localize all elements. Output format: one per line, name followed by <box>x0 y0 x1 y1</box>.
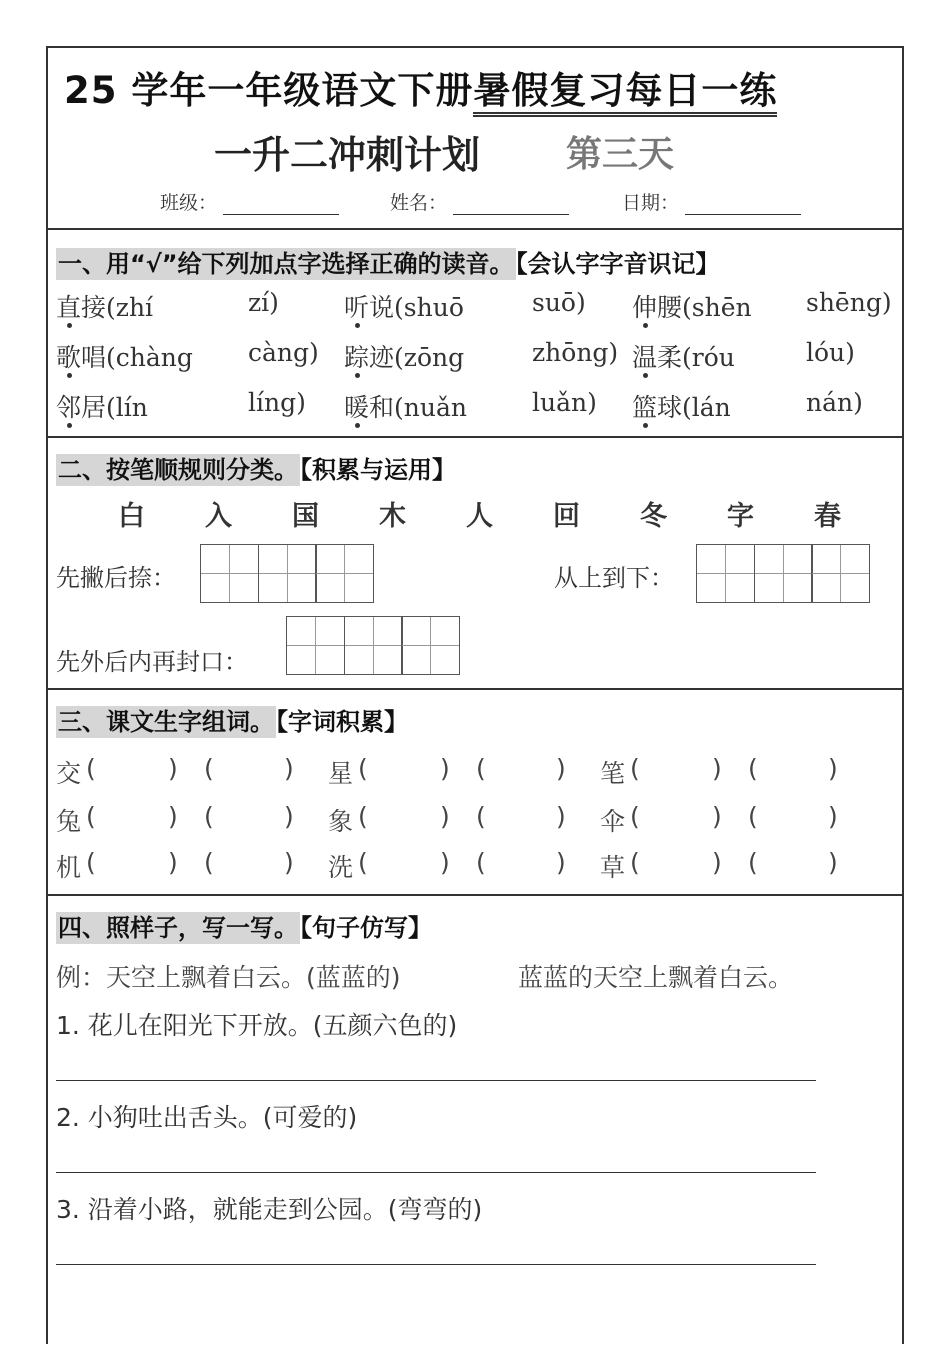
writing-cell[interactable] <box>200 544 259 603</box>
worksheet-header <box>48 48 902 228</box>
section3-tag: 【字词积累】 <box>276 708 408 736</box>
pinyin-option-1[interactable]: (chàng <box>106 343 193 372</box>
word-blank-open-2[interactable]: ( <box>476 802 486 831</box>
word-blank-open-1[interactable]: ( <box>630 754 640 783</box>
dotted-char: 听 <box>344 293 370 322</box>
base-char: 伞 <box>600 807 626 836</box>
section-pronunciation <box>48 228 902 438</box>
pinyin-option-1[interactable]: (lán <box>682 393 731 422</box>
word-blank-open-2[interactable]: ( <box>204 754 214 783</box>
question-3: 3. 沿着小路，就能走到公园。(弯弯的) <box>56 1195 483 1224</box>
pinyin-option-1[interactable]: (róu <box>682 343 735 372</box>
word-blank-close-2[interactable]: ) <box>828 754 838 783</box>
date-field[interactable]: 日期： <box>622 188 801 215</box>
dotted-char: 伸 <box>632 293 658 322</box>
word-blank-close-1[interactable]: ) <box>168 848 178 877</box>
writing-cell[interactable] <box>344 616 403 675</box>
word-blank-close-1[interactable]: ) <box>712 802 722 831</box>
base-char: 象 <box>328 807 354 836</box>
word-blank-open-1[interactable]: ( <box>86 754 96 783</box>
base-char: 交 <box>56 759 82 788</box>
title-plain: 25 学年一年级语文下册 <box>64 69 474 112</box>
pinyin-option-1[interactable]: (shuō <box>394 293 464 322</box>
title-underlined: 暑假复习每日一练 <box>473 69 777 117</box>
base-char: 洗 <box>328 853 354 882</box>
word-blank-close-2[interactable]: ) <box>828 848 838 877</box>
answer-line-2[interactable] <box>56 1172 816 1173</box>
base-char: 兔 <box>56 807 82 836</box>
word-blank-open-1[interactable]: ( <box>358 754 368 783</box>
dotted-char: 直 <box>56 293 82 322</box>
stroke-char: 冬 <box>640 501 667 532</box>
page-title <box>64 60 777 114</box>
dotted-char: 篮 <box>632 393 658 422</box>
word-blank-open-2[interactable]: ( <box>476 848 486 877</box>
example-sentence: 例：天空上飘着白云。(蓝蓝的) <box>56 963 401 992</box>
question-1: 1. 花儿在阳光下开放。(五颜六色的) <box>56 1011 458 1040</box>
stroke-char: 国 <box>292 501 319 532</box>
writing-cell[interactable] <box>315 544 374 603</box>
section2-title: 二、按笔顺规则分类。【积累与运用】 <box>58 456 456 484</box>
stroke-char: 春 <box>814 501 841 532</box>
word-blank-open-2[interactable]: ( <box>204 802 214 831</box>
pinyin-option-2[interactable]: lóu) <box>806 338 855 367</box>
dotted-char: 温 <box>632 343 658 372</box>
name-field[interactable]: 姓名： <box>390 188 569 215</box>
dotted-char: 歌 <box>56 343 82 372</box>
stroke-char: 入 <box>205 501 232 532</box>
grid-outside-inside[interactable] <box>286 616 460 675</box>
word-blank-close-2[interactable]: ) <box>556 754 566 783</box>
example-answer: 蓝蓝的天空上飘着白云。 <box>518 963 794 992</box>
pronunciation-item <box>344 338 464 374</box>
word-rest: 球 <box>657 393 683 422</box>
pinyin-option-2[interactable]: zí) <box>248 288 279 317</box>
worksheet <box>46 46 904 1344</box>
word-rest: 腰 <box>657 293 683 322</box>
word-blank-open-1[interactable]: ( <box>86 802 96 831</box>
word-blank-close-1[interactable]: ) <box>440 754 450 783</box>
stroke-char: 字 <box>727 501 754 532</box>
writing-cell[interactable] <box>286 616 345 675</box>
pronunciation-item <box>632 288 752 324</box>
word-blank-close-2[interactable]: ) <box>284 754 294 783</box>
word-blank-open-2[interactable]: ( <box>748 802 758 831</box>
dotted-char: 暖 <box>344 393 370 422</box>
label-outside-inside: 先外后内再封口： <box>56 648 248 676</box>
label-pie-na: 先撇后捺： <box>56 564 176 592</box>
word-rest: 说 <box>369 293 395 322</box>
stroke-char: 白 <box>118 501 145 532</box>
word-blank-close-2[interactable]: ) <box>828 802 838 831</box>
word-blank-open-2[interactable]: ( <box>476 754 486 783</box>
word-blank-open-1[interactable]: ( <box>358 802 368 831</box>
section4-tag: 【句子仿写】 <box>300 914 432 942</box>
writing-cell[interactable] <box>258 544 317 603</box>
word-blank-close-1[interactable]: ) <box>440 848 450 877</box>
pinyin-option-1[interactable]: (lín <box>106 393 148 422</box>
word-blank-close-1[interactable]: ) <box>712 754 722 783</box>
word-blank-close-1[interactable]: ) <box>712 848 722 877</box>
word-blank-open-1[interactable]: ( <box>86 848 96 877</box>
writing-cell[interactable] <box>696 544 755 603</box>
dotted-char: 邻 <box>56 393 82 422</box>
name-blank[interactable] <box>453 196 569 215</box>
word-blank-close-2[interactable]: ) <box>284 848 294 877</box>
section4-title: 四、照样子，写一写。【句子仿写】 <box>58 914 432 942</box>
pronunciation-item <box>632 388 731 424</box>
pinyin-option-2[interactable]: zhōng) <box>532 338 619 367</box>
section-word-building <box>48 688 902 896</box>
word-blank-open-2[interactable]: ( <box>204 848 214 877</box>
section-sentence-imitation <box>48 894 902 1348</box>
writing-cell[interactable] <box>401 616 460 675</box>
word-blank-close-1[interactable]: ) <box>168 802 178 831</box>
pronunciation-item <box>56 338 193 374</box>
answer-line-3[interactable] <box>56 1264 816 1265</box>
section-stroke-order <box>48 436 902 690</box>
base-char: 星 <box>328 759 354 788</box>
section1-title: 一、用“√”给下列加点字选择正确的读音。【会认字字音识记】 <box>58 250 720 278</box>
word-rest: 柔 <box>657 343 683 372</box>
word-blank-close-2[interactable]: ) <box>556 802 566 831</box>
base-char: 草 <box>600 853 626 882</box>
grid-pie-na[interactable] <box>200 544 374 603</box>
question-2: 2. 小狗吐出舌头。(可爱的) <box>56 1103 358 1132</box>
pronunciation-item <box>56 288 153 324</box>
word-blank-close-2[interactable]: ) <box>556 848 566 877</box>
pinyin-option-2[interactable]: càng) <box>248 338 319 367</box>
writing-cell[interactable] <box>754 544 813 603</box>
section2-tag: 【积累与运用】 <box>300 456 456 484</box>
word-blank-open-1[interactable]: ( <box>358 848 368 877</box>
word-rest: 迹 <box>369 343 395 372</box>
grid-top-bottom[interactable] <box>696 544 870 603</box>
stroke-char: 人 <box>466 501 493 532</box>
pinyin-option-2[interactable]: luǎn) <box>532 388 597 417</box>
pinyin-option-1[interactable]: (zōng <box>394 343 465 372</box>
pronunciation-item <box>56 388 148 424</box>
pronunciation-item <box>632 338 735 374</box>
pronunciation-item <box>344 288 464 324</box>
day-label: 第三天 <box>566 134 675 175</box>
class-field[interactable]: 班级： <box>160 188 339 215</box>
date-blank[interactable] <box>685 196 801 215</box>
base-char: 机 <box>56 853 82 882</box>
word-rest: 和 <box>369 393 395 422</box>
class-blank[interactable] <box>223 196 339 215</box>
pinyin-option-2[interactable]: shēng) <box>806 288 892 317</box>
word-blank-open-2[interactable]: ( <box>748 848 758 877</box>
section1-tag: 【会认字字音识记】 <box>515 250 720 278</box>
word-blank-open-1[interactable]: ( <box>630 802 640 831</box>
answer-line-1[interactable] <box>56 1080 816 1081</box>
word-rest: 居 <box>81 393 107 422</box>
subtitle: 一升二冲刺计划 <box>214 133 481 177</box>
word-rest: 接 <box>81 293 107 322</box>
stroke-char: 回 <box>553 501 580 532</box>
pinyin-option-1[interactable]: (nuǎn <box>394 393 467 422</box>
writing-cell[interactable] <box>811 544 870 603</box>
base-char: 笔 <box>600 759 626 788</box>
word-blank-close-1[interactable]: ) <box>168 754 178 783</box>
pinyin-option-2[interactable]: nán) <box>806 388 863 417</box>
pinyin-option-1[interactable]: (zhí <box>106 293 154 322</box>
pinyin-option-2[interactable]: líng) <box>248 388 306 417</box>
dotted-char: 踪 <box>344 343 370 372</box>
section3-title: 三、课文生字组词。【字词积累】 <box>58 708 408 736</box>
stroke-char: 木 <box>379 501 406 532</box>
word-blank-close-1[interactable]: ) <box>440 802 450 831</box>
word-blank-open-2[interactable]: ( <box>748 754 758 783</box>
pinyin-option-2[interactable]: suō) <box>532 288 586 317</box>
pinyin-option-1[interactable]: (shēn <box>682 293 752 322</box>
word-rest: 唱 <box>81 343 107 372</box>
word-blank-close-2[interactable]: ) <box>284 802 294 831</box>
label-top-bottom: 从上到下： <box>554 564 674 592</box>
pronunciation-item <box>344 388 467 424</box>
word-blank-open-1[interactable]: ( <box>630 848 640 877</box>
